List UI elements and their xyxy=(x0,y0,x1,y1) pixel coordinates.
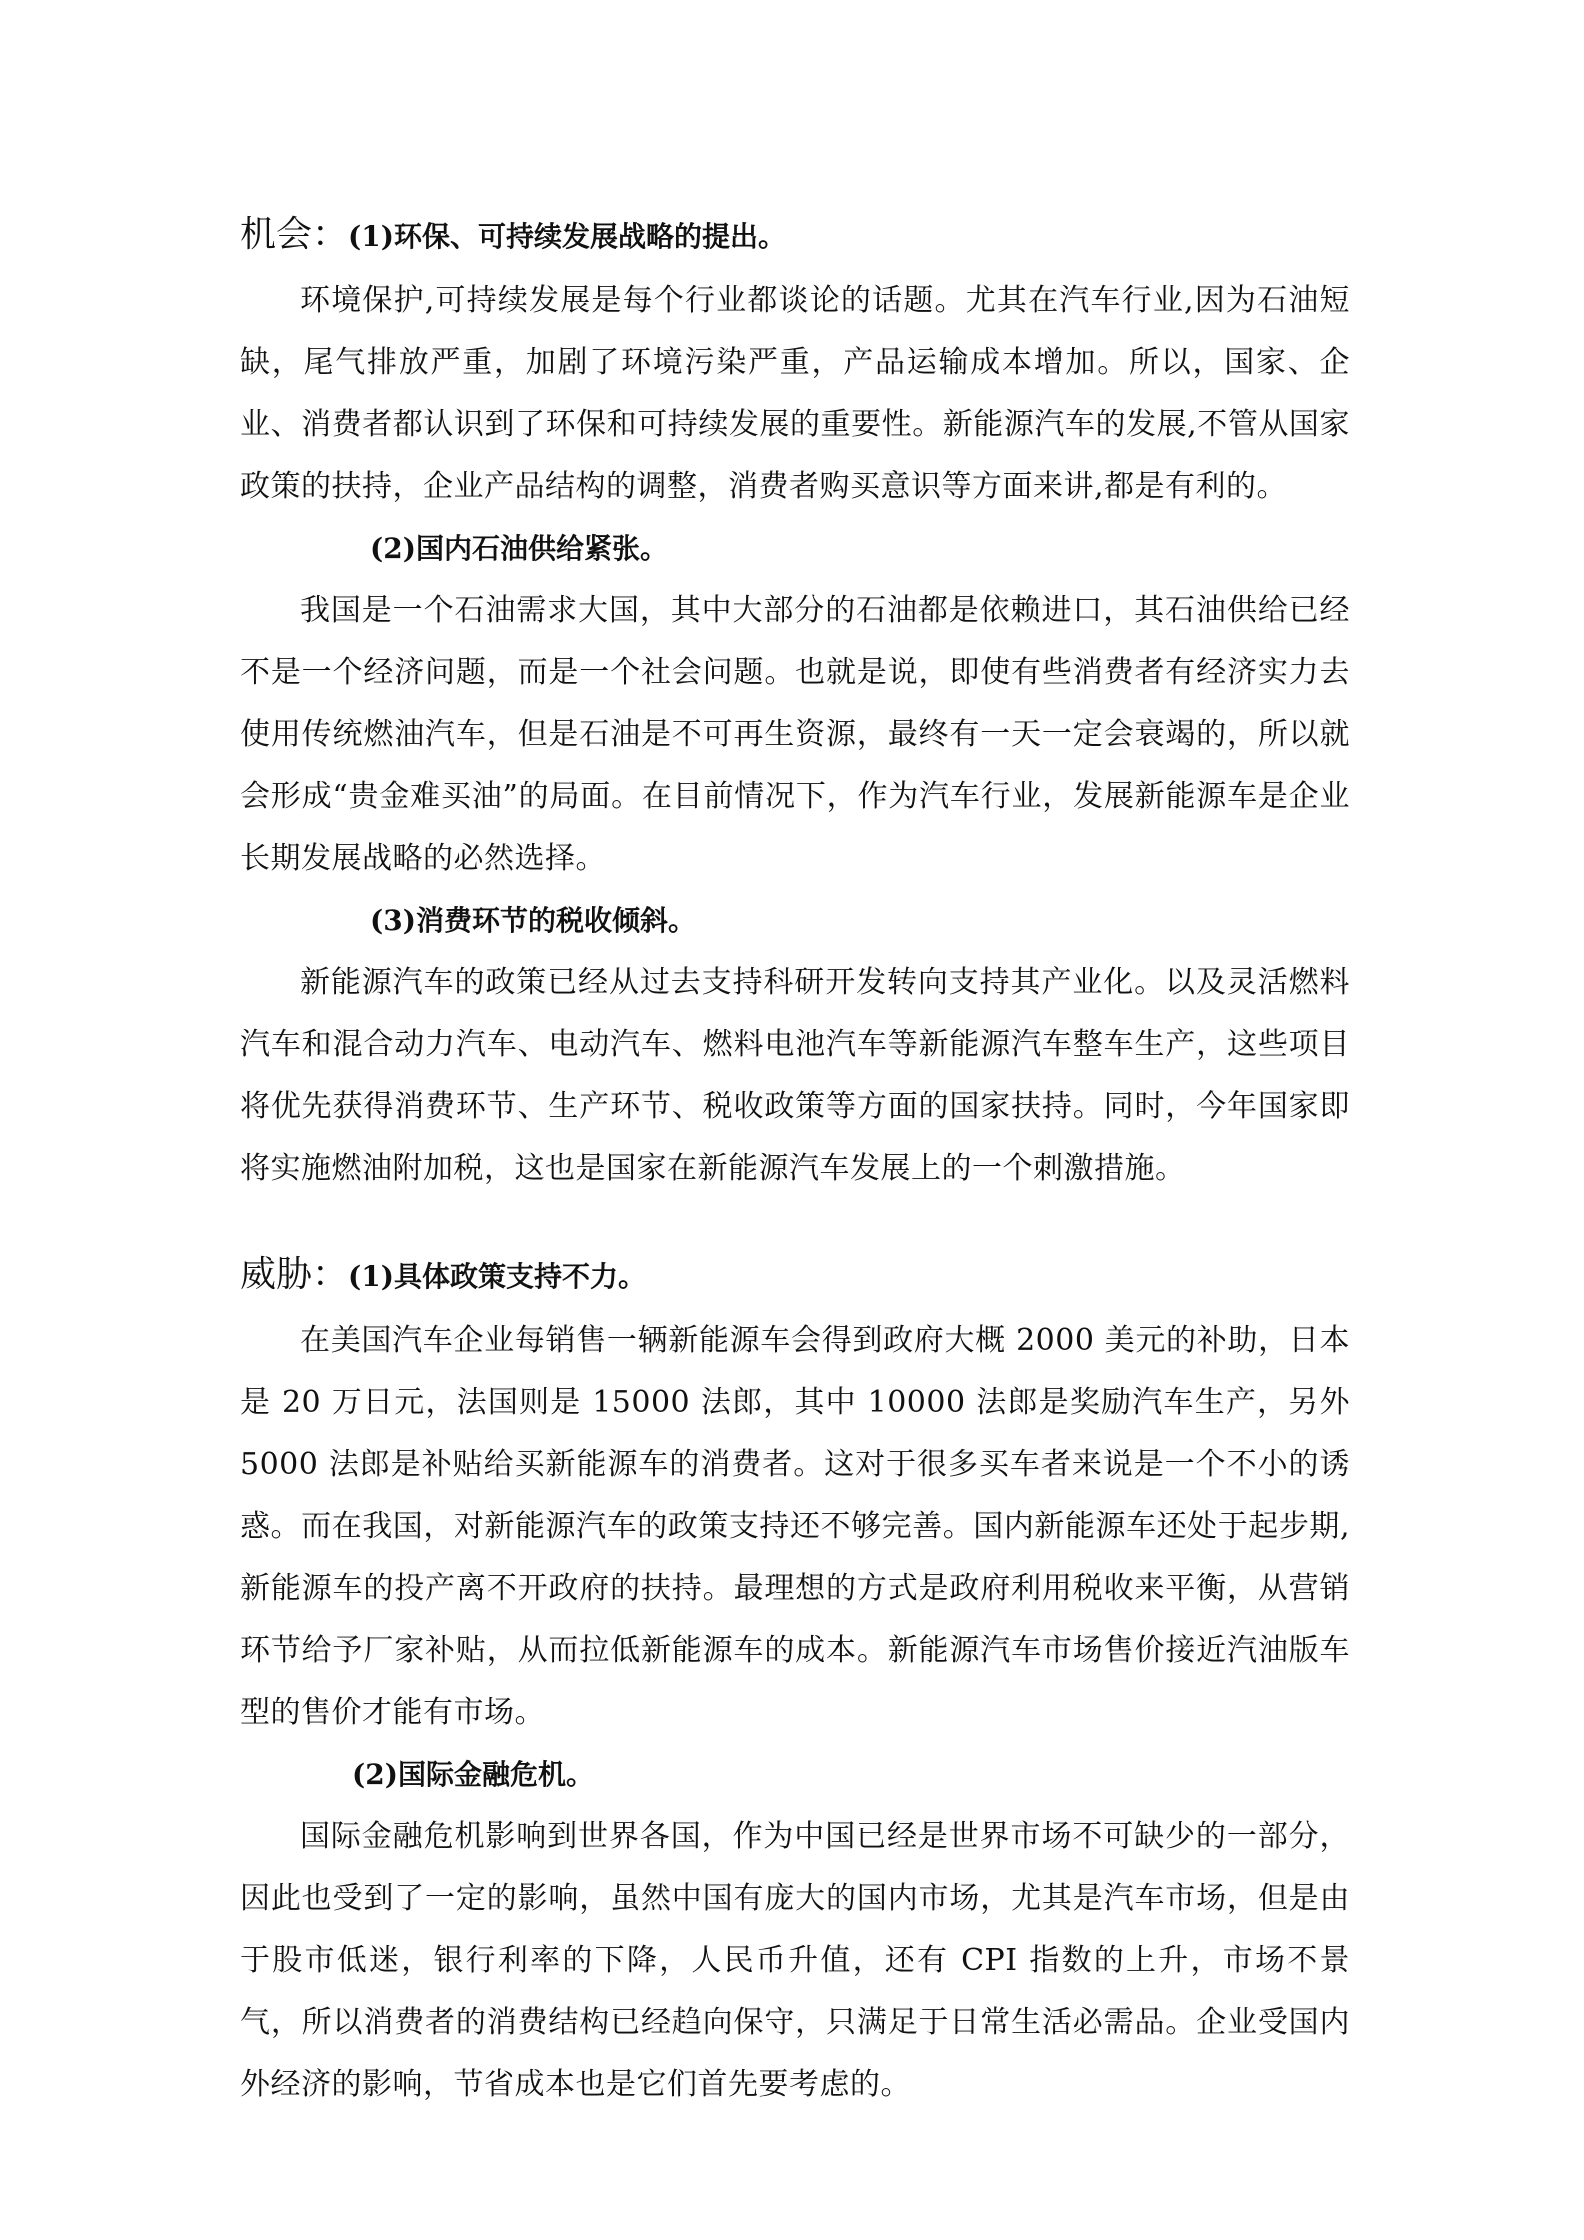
opportunity-1-paragraph: 环境保护,可持续发展是每个行业都谈论的话题。尤其在汽车行业,因为石油短缺，尾气排放严重，加剧了环境污染严重，产品运输成本增加。所以，国家、企业、消费者都认识到了环保和可持续发展的重要性。新能源汽车的发展,不管从国家政策的扶持，企业产品结构的调整，消费者购买意识等方面来讲,都是有利的。 xyxy=(240,283,1350,504)
opportunity-3-title: (3)消费环节的税收倾斜。 xyxy=(370,904,696,937)
opportunity-2-title: (2)国内石油供给紧张。 xyxy=(370,532,668,565)
threats-section xyxy=(240,1240,1350,2116)
threat-1-title: (1)具体政策支持不力。 xyxy=(348,1260,646,1293)
opportunity-1-title: (1)环保、可持续发展战略的提出。 xyxy=(348,220,786,253)
threats-label: 威胁： xyxy=(240,1254,349,1295)
opportunities-heading xyxy=(240,200,1350,270)
document-page xyxy=(240,200,1350,2116)
opportunity-2-paragraph: 我国是一个石油需求大国，其中大部分的石油都是依赖进口，其石油供给已经不是一个经济问题，而是一个社会问题。也就是说，即使有些消费者有经济实力去使用传统燃油汽车，但是石油是不可再生资源，最终有一天一定会衰竭的，所以就会形成“贵金难买油”的局面。在目前情况下，作为汽车行业，发展新能源车是企业长期发展战略的必然选择。 xyxy=(240,593,1350,876)
opportunities-label: 机会： xyxy=(240,214,349,255)
threat-2-title: (2)国际金融危机。 xyxy=(352,1758,594,1791)
threat-2-paragraph: 国际金融危机影响到世界各国，作为中国已经是世界市场不可缺少的一部分，因此也受到了一定的影响，虽然中国有庞大的国内市场，尤其是汽车市场，但是由于股市低迷，银行利率的下降，人民币升值，还有 CPI 指数的上升，市场不景气，所以消费者的消费结构已经趋向保守，只满足于日常生活必需品。企业受国内外经济的影响，节省成本也是它们首先要考虑的。 xyxy=(240,1819,1350,2102)
threats-heading xyxy=(240,1240,1350,1310)
opportunity-3-paragraph: 新能源汽车的政策已经从过去支持科研开发转向支持其产业化。以及灵活燃料汽车和混合动力汽车、电动汽车、燃料电池汽车等新能源汽车整车生产，这些项目将优先获得消费环节、生产环节、税收政策等方面的国家扶持。同时，今年国家即将实施燃油附加税，这也是国家在新能源汽车发展上的一个刺激措施。 xyxy=(240,965,1350,1186)
threat-1-paragraph: 在美国汽车企业每销售一辆新能源车会得到政府大概 2000 美元的补助，日本是 20 万日元，法国则是 15000 法郎，其中 10000 法郎是奖励汽车生产，另外 5000 法郎是补贴给买新能源车的消费者。这对于很多买车者来说是一个不小的诱惑。而在我国，对新能源汽车的政策支持还不够完善。国内新能源车还处于起步期,新能源车的投产离不开政府的扶持。最理想的方式是政府利用税收来平衡，从营销环节给予厂家补贴，从而拉低新能源车的成本。新能源汽车市场售价接近汽油版车型的售价才能有市场。 xyxy=(240,1323,1350,1730)
opportunities-section xyxy=(240,200,1350,1200)
